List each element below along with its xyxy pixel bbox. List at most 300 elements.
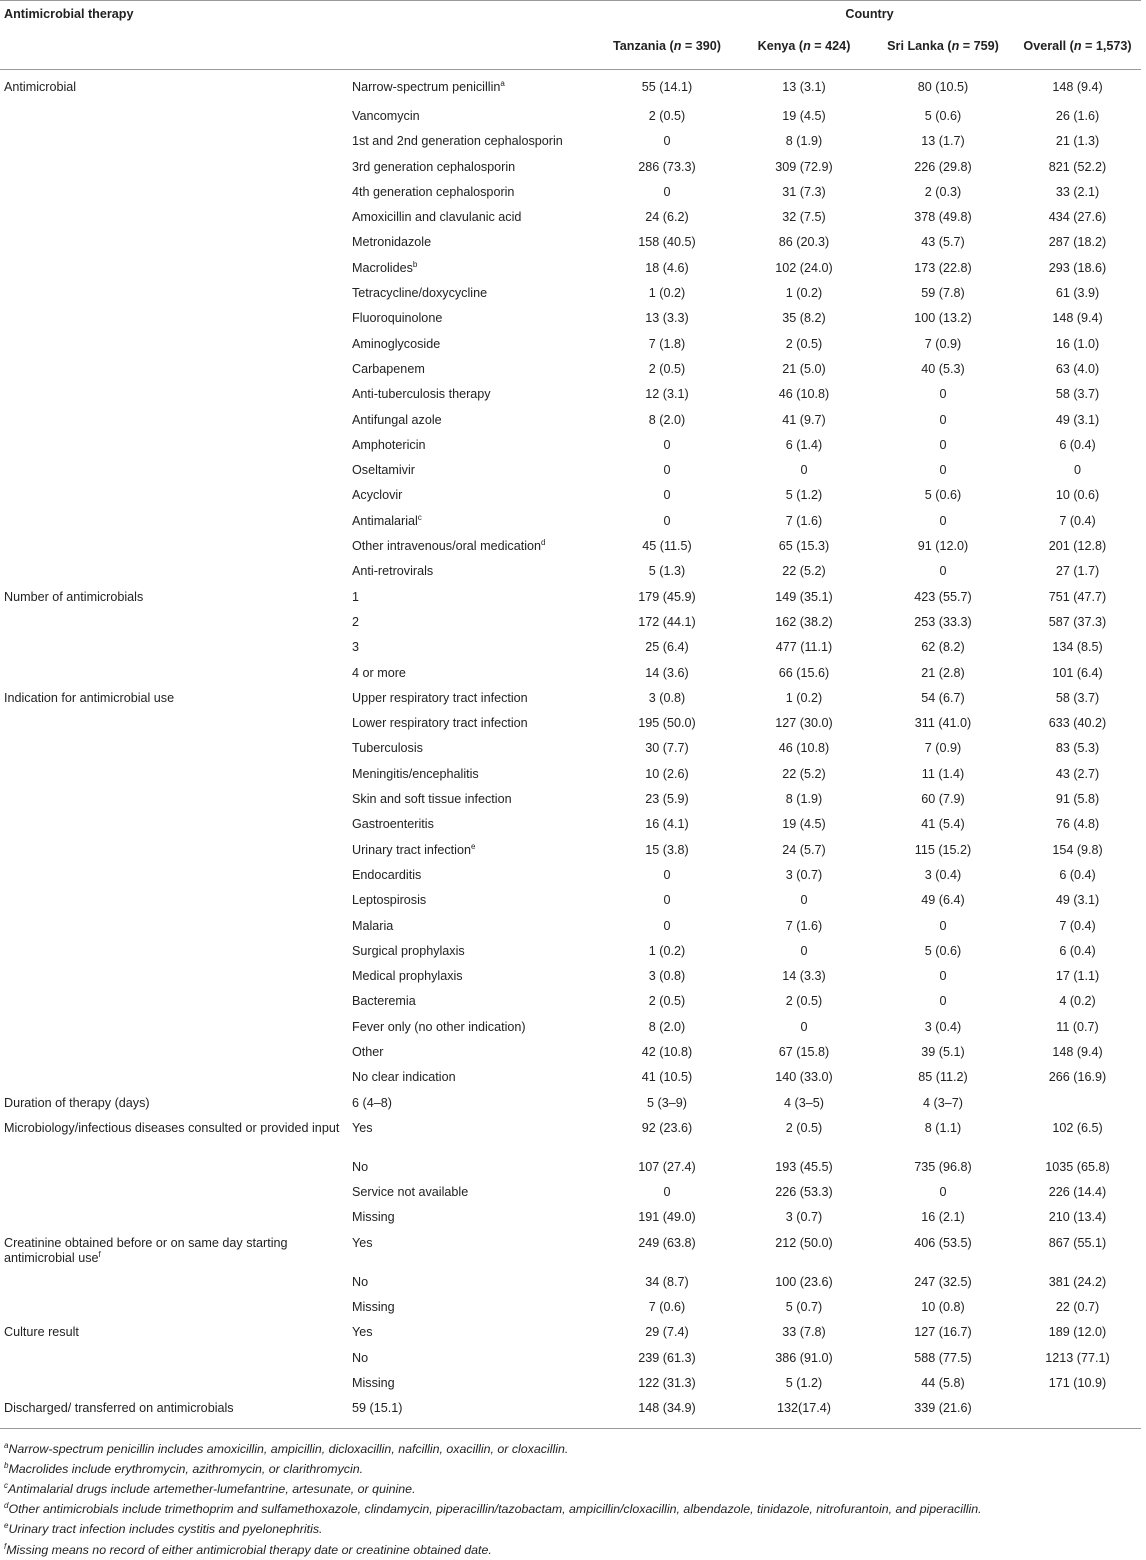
table-cell: 4 (3–5): [784, 1095, 824, 1110]
row-category: [0, 764, 348, 789]
table-cell: 19 (4.5): [782, 109, 826, 123]
table-cell: 5 (1.2): [785, 1375, 823, 1390]
row-label: Yes: [352, 1235, 373, 1250]
row-category: [0, 991, 348, 1016]
row-category: [0, 966, 348, 991]
row-label: 4th generation cephalosporin: [352, 184, 515, 199]
row-category: [0, 511, 348, 536]
row-category: Microbiology/infectious diseases consulted or provided input: [4, 1120, 340, 1135]
table-row: [0, 1373, 1141, 1398]
table-cell: 2 (0.5): [785, 994, 823, 1009]
table-cell: 14 (3.3): [782, 969, 826, 984]
table-cell: 102 (6.5): [1052, 1120, 1103, 1135]
row-category: [0, 157, 348, 182]
table-cell: 0: [663, 463, 671, 478]
table-cell: 6 (0.4): [1059, 943, 1096, 958]
table-cell: 5 (0.6): [924, 943, 962, 958]
row-category: [0, 840, 348, 865]
table-cell: 0: [800, 463, 808, 478]
footnote: $^d$Other antimicrobials include trimethoprim and sulfamethoxazole, clindamycin, piperacillin/tazobactam, ampicillin/cloxacillin, albendazole, tinidazole, nitrofurantoin, and piperacillin.: [4, 1501, 982, 1517]
table-cell: 18 (4.6): [645, 260, 689, 275]
table-cell: 1 (0.2): [648, 286, 686, 301]
row-label: 3rd generation cephalosporin: [352, 159, 516, 174]
table-cell: 4 (0.2): [1059, 994, 1096, 1009]
table-cell: 14 (3.6): [645, 665, 689, 680]
table-row: [0, 688, 1141, 713]
table-cell: 86 (20.3): [778, 235, 830, 250]
table-cell: 100 (23.6): [775, 1274, 833, 1289]
table-cell: 2 (0.5): [785, 336, 823, 351]
row-label: Acyclovir: [352, 488, 403, 503]
table-row: [0, 1348, 1141, 1373]
row-category: [0, 1373, 348, 1398]
table-cell: 0: [663, 1185, 671, 1200]
row-label: Yes: [352, 1325, 373, 1340]
table-cell: 239 (61.3): [638, 1350, 696, 1365]
table-cell: 0: [663, 893, 671, 908]
row-label: Upper respiratory tract infection: [352, 690, 528, 705]
table-cell: 0: [663, 437, 671, 452]
table-cell: 35 (8.2): [782, 311, 826, 326]
table-row: [0, 612, 1141, 637]
table-cell: 127 (30.0): [775, 716, 833, 731]
table-row: [0, 232, 1141, 257]
row-label: Bacteremia: [352, 994, 416, 1009]
table-cell: 7 (1.6): [785, 513, 823, 528]
table-cell: 0: [663, 867, 671, 882]
table-cell: 80 (10.5): [917, 80, 969, 94]
row-category: [0, 131, 348, 156]
table-cell: 33 (2.1): [1055, 184, 1100, 199]
table-row: [0, 207, 1141, 232]
table-cell: 3 (0.4): [924, 867, 962, 882]
table-cell: 195 (50.0): [638, 716, 696, 731]
table-row: [0, 1157, 1141, 1182]
table-cell: 2 (0.5): [785, 1120, 823, 1135]
table-cell: 22 (5.2): [782, 564, 826, 579]
table-cell: 30 (7.7): [645, 741, 689, 756]
table-cell: 0: [939, 1185, 947, 1200]
table-cell: 253 (33.3): [914, 614, 972, 629]
table-row: [0, 764, 1141, 789]
table-cell: 210 (13.4): [1048, 1210, 1107, 1225]
table-cell: 8 (1.1): [924, 1120, 962, 1135]
table-cell: 27 (1.7): [1055, 564, 1100, 579]
table-cell: 21 (5.0): [782, 361, 826, 376]
row-label: Missing: [352, 1375, 395, 1390]
table-cell: 7 (0.4): [1059, 918, 1096, 933]
row-category: [0, 460, 348, 485]
row-category: [0, 207, 348, 232]
table-cell: 5 (0.6): [924, 109, 962, 123]
table-cell: 21 (1.3): [1055, 134, 1100, 149]
row-category: Indication for antimicrobial use: [4, 690, 175, 705]
table-row: [0, 966, 1141, 991]
table-cell: 189 (12.0): [1048, 1325, 1107, 1340]
table-cell: 15 (3.8): [645, 842, 689, 857]
table-cell: 46 (10.8): [778, 387, 830, 402]
table-cell: 76 (4.8): [1055, 817, 1100, 832]
table-row: [0, 410, 1141, 435]
table-row: [0, 663, 1141, 688]
table-cell: 65 (15.3): [778, 539, 830, 554]
table-cell: 247 (32.5): [914, 1274, 972, 1289]
table-cell: 5 (1.2): [785, 488, 823, 503]
table-cell: 0: [663, 184, 671, 199]
table-cell: 1 (0.2): [648, 943, 686, 958]
table-row: [0, 157, 1141, 182]
table-cell: 0: [939, 437, 947, 452]
table-cell: 25 (6.4): [645, 640, 689, 655]
row-label: Malaria: [352, 918, 394, 933]
table-cell: 2 (0.5): [648, 109, 686, 123]
table-cell: 1213 (77.1): [1045, 1350, 1110, 1365]
table-cell: 92 (23.6): [641, 1120, 693, 1135]
table-cell: 43 (5.7): [921, 235, 965, 250]
row-category: [0, 485, 348, 510]
row-category: [0, 1272, 348, 1297]
table-cell: 821 (52.2): [1048, 159, 1107, 174]
table-row: [0, 460, 1141, 485]
table-cell: 588 (77.5): [914, 1350, 972, 1365]
table-cell: 0: [663, 134, 671, 149]
table-cell: 226 (14.4): [1048, 1185, 1107, 1200]
table-cell: 41 (9.7): [782, 412, 826, 427]
table-row: [0, 182, 1141, 207]
table-cell: 477 (11.1): [775, 640, 833, 655]
row-label: Missing: [352, 1300, 395, 1315]
row-category: [0, 182, 348, 207]
table-cell: [1014, 1093, 1141, 1118]
header-col-sri-lanka: Sri Lanka (n = 759): [887, 39, 999, 53]
table-cell: 55 (14.1): [641, 80, 693, 94]
table-cell: 122 (31.3): [638, 1375, 696, 1390]
table-cell: 249 (63.8): [638, 1235, 696, 1250]
table-cell: 39 (5.1): [921, 1044, 965, 1059]
table-cell: 0: [800, 893, 808, 908]
table-row: [0, 131, 1141, 156]
header-col-kenya: Kenya (n = 424): [757, 39, 851, 53]
table-cell: 11 (1.4): [921, 766, 965, 781]
header-col-tanzania: Tanzania (n = 390): [613, 39, 721, 53]
table-cell: 0: [800, 1019, 808, 1034]
table-cell: 735 (96.8): [914, 1159, 972, 1174]
row-label: Endocarditis: [352, 867, 422, 882]
table-row: [0, 359, 1141, 384]
table-cell: 8 (2.0): [648, 412, 686, 427]
table-cell: 3 (0.4): [924, 1019, 962, 1034]
row-category: [0, 435, 348, 460]
table-cell: 31 (7.3): [782, 184, 826, 199]
table-cell: 5 (3–9): [647, 1095, 687, 1110]
table-cell: 7 (0.6): [648, 1300, 686, 1315]
table-cell: 17 (1.1): [1055, 969, 1100, 984]
table-cell: 85 (11.2): [918, 1070, 968, 1085]
table-cell: 5 (0.6): [924, 488, 962, 503]
row-category: [0, 1017, 348, 1042]
table-cell: 21 (2.8): [921, 665, 965, 680]
header-col-overall: Overall (n = 1,573): [1023, 39, 1132, 53]
row-label: Fever only (no other indication): [352, 1019, 526, 1034]
row-label: Metronidazole: [352, 235, 432, 250]
table-cell: 423 (55.7): [914, 589, 972, 604]
table-cell: 44 (5.8): [921, 1375, 965, 1390]
table-cell: 134 (8.5): [1052, 640, 1103, 655]
row-label: No clear indication: [352, 1070, 456, 1085]
row-category: [0, 713, 348, 738]
table-row: [0, 511, 1141, 536]
row-category: [0, 359, 348, 384]
table-row: [0, 713, 1141, 738]
row-label: Narrow-spectrum penicillin$^a$: [352, 78, 505, 94]
table-cell: 226 (29.8): [914, 159, 972, 174]
table-cell: 16 (2.1): [921, 1210, 965, 1225]
row-label: 1st and 2nd generation cephalosporin: [352, 134, 563, 149]
row-label: 59 (15.1): [348, 1398, 598, 1428]
table-cell: 61 (3.9): [1055, 286, 1100, 301]
table-cell: 83 (5.3): [1055, 741, 1100, 756]
table-cell: 46 (10.8): [778, 741, 830, 756]
table-row: [0, 1042, 1141, 1067]
table-cell: 149 (35.1): [775, 589, 833, 604]
table-cell: 41 (10.5): [641, 1070, 693, 1085]
row-label: Surgical prophylaxis: [352, 943, 465, 958]
table-cell: 127 (16.7): [914, 1325, 972, 1340]
table-cell: 0: [939, 387, 947, 402]
table-cell: 10 (0.6): [1055, 488, 1100, 503]
row-category: [0, 916, 348, 941]
table-row: [0, 384, 1141, 409]
table-cell: 7 (0.4): [1059, 513, 1096, 528]
table-cell: 8 (2.0): [648, 1019, 686, 1034]
table-cell: 311 (41.0): [914, 716, 972, 731]
table-cell: [1014, 1398, 1141, 1428]
row-category: Culture result: [4, 1325, 79, 1340]
table-cell: 107 (27.4): [638, 1159, 696, 1174]
table-row: [0, 485, 1141, 510]
table-cell: 171 (10.9): [1048, 1375, 1107, 1390]
table-cell: 140 (33.0): [775, 1070, 833, 1085]
table-cell: 91 (12.0): [917, 539, 969, 554]
table-cell: 12 (3.1): [645, 387, 689, 402]
table-cell: 24 (5.7): [782, 842, 826, 857]
table-cell: 132(17.4): [736, 1398, 872, 1428]
table-cell: 173 (22.8): [914, 260, 972, 275]
table-cell: 148 (9.4): [1052, 311, 1103, 326]
row-label: 2: [352, 614, 360, 629]
table-cell: 293 (18.6): [1048, 260, 1107, 275]
table-cell: 115 (15.2): [914, 842, 972, 857]
table-cell: 0: [663, 488, 671, 503]
row-label: Other intravenous/oral medication$^d$: [352, 537, 546, 554]
table-cell: 2 (0.5): [648, 361, 686, 376]
row-category: [0, 814, 348, 839]
table-cell: 191 (49.0): [638, 1210, 696, 1225]
table-row: [0, 1067, 1141, 1092]
row-label: Amphotericin: [352, 437, 426, 452]
table-cell: 0: [939, 463, 947, 478]
row-category: [0, 258, 348, 283]
table-cell: 22 (5.2): [782, 766, 826, 781]
table-cell: 201 (12.8): [1048, 539, 1107, 554]
row-label: Vancomycin: [352, 109, 420, 123]
footnote: $^e$Urinary tract infection includes cystitis and pyelonephritis.: [4, 1521, 323, 1537]
row-label: Aminoglycoside: [352, 336, 441, 351]
row-label: Macrolides$^b$: [352, 259, 418, 275]
row-label: 1: [352, 589, 360, 604]
table-cell: 5 (0.7): [785, 1300, 823, 1315]
row-category: [0, 612, 348, 637]
footnote: $^c$Antimalarial drugs include artemether-lumefantrine, artesunate, or quinine.: [4, 1480, 416, 1496]
row-label: Medical prophylaxis: [352, 969, 463, 984]
table-row: [0, 865, 1141, 890]
table-row: [0, 334, 1141, 359]
row-label: 4 or more: [352, 665, 406, 680]
row-category: Number of antimicrobials: [4, 589, 144, 604]
table-row: [0, 991, 1141, 1016]
table-row: [0, 1233, 1141, 1272]
table-cell: 148 (9.4): [1052, 80, 1103, 94]
row-category: [0, 308, 348, 333]
table-cell: 100 (13.2): [914, 311, 972, 326]
table-cell: 5 (1.3): [648, 564, 686, 579]
footnote: $^b$Macrolides include erythromycin, azithromycin, or clarithromycin.: [4, 1460, 364, 1476]
row-label: No: [352, 1350, 369, 1365]
row-category: [0, 738, 348, 763]
table-row: [0, 637, 1141, 662]
table-cell: 286 (73.3): [638, 159, 696, 174]
table-cell: 587 (37.3): [1048, 614, 1107, 629]
table-row: [0, 1398, 1141, 1428]
table-cell: 6 (0.4): [1059, 437, 1096, 452]
table-cell: 7 (1.8): [648, 336, 686, 351]
table-row: [0, 1093, 1141, 1118]
table-row: [0, 814, 1141, 839]
table-cell: 22 (0.7): [1055, 1300, 1100, 1315]
row-category: [0, 1207, 348, 1232]
table-cell: 0: [939, 412, 947, 427]
row-category: [0, 1297, 348, 1322]
table-cell: 67 (15.8): [778, 1044, 830, 1059]
table-cell: 7 (1.6): [785, 918, 823, 933]
table-cell: 3 (0.7): [785, 1210, 823, 1225]
table-row: [0, 258, 1141, 283]
table-cell: 4 (3–7): [923, 1095, 963, 1110]
table-row: [0, 70, 1141, 107]
row-label: Antimalarial$^c$: [352, 512, 422, 528]
table-cell: 193 (45.5): [775, 1159, 833, 1174]
row-category: Antimicrobial: [4, 80, 77, 94]
table-cell: 309 (72.9): [775, 159, 833, 174]
table-cell: 63 (4.0): [1055, 361, 1100, 376]
table-cell: 10 (0.8): [921, 1300, 965, 1315]
table-cell: 32 (7.5): [782, 210, 826, 225]
table-row: [0, 1118, 1141, 1157]
row-label: No: [352, 1159, 369, 1174]
table-cell: 158 (40.5): [638, 235, 696, 250]
table-cell: 16 (4.1): [645, 817, 689, 832]
row-label: Leptospirosis: [352, 893, 427, 908]
row-label: Urinary tract infection$^e$: [352, 841, 476, 857]
row-category: [0, 334, 348, 359]
header-antimicrobial-therapy: Antimicrobial therapy: [0, 1, 348, 40]
table-cell: 43 (2.7): [1055, 766, 1100, 781]
table-row: [0, 1297, 1141, 1322]
table-cell: 0: [939, 513, 947, 528]
header-row-2: [0, 39, 1141, 70]
row-category: [0, 1067, 348, 1092]
table-cell: 434 (27.6): [1048, 210, 1107, 225]
table-cell: 3 (0.8): [648, 690, 686, 705]
table-cell: 154 (9.8): [1052, 842, 1103, 857]
table-cell: 148 (34.9): [598, 1398, 736, 1428]
table-cell: 633 (40.2): [1048, 716, 1107, 731]
footnote: $^a$Narrow-spectrum penicillin includes amoxicillin, ampicillin, dicloxacillin, nafcillin, oxacillin, or cloxacillin.: [4, 1440, 569, 1456]
table-cell: 24 (6.2): [645, 210, 689, 225]
row-label: Other: [352, 1044, 384, 1059]
table-cell: 33 (7.8): [782, 1325, 826, 1340]
row-label: Tuberculosis: [352, 741, 423, 756]
table-cell: 1 (0.2): [785, 286, 823, 301]
table-cell: 91 (5.8): [1055, 792, 1100, 807]
table-cell: 6 (1.4): [785, 437, 823, 452]
table-cell: 45 (11.5): [642, 539, 692, 554]
table-cell: 378 (49.8): [914, 210, 972, 225]
row-label: Anti-tuberculosis therapy: [352, 387, 491, 402]
footnotes: [0, 1439, 1146, 1560]
table-cell: 162 (38.2): [775, 614, 833, 629]
table-cell: 54 (6.7): [921, 690, 965, 705]
table-cell: 29 (7.4): [645, 1325, 689, 1340]
table-cell: 2 (0.3): [924, 184, 962, 199]
table-cell: 0: [1074, 463, 1082, 478]
table-row: [0, 561, 1141, 586]
table-cell: 381 (24.2): [1048, 1274, 1107, 1289]
table-cell: 0: [800, 943, 808, 958]
table-cell: 13 (3.3): [645, 311, 689, 326]
row-category: [0, 890, 348, 915]
table-cell: 386 (91.0): [775, 1350, 833, 1365]
row-label: Meningitis/encephalitis: [352, 766, 479, 781]
row-category: Duration of therapy (days): [4, 1095, 150, 1110]
table-cell: 6 (0.4): [1059, 867, 1096, 882]
table-row: [0, 1017, 1141, 1042]
row-category: Creatinine obtained before or on same day starting antimicrobial use$^f$: [4, 1235, 288, 1265]
row-category: [0, 1182, 348, 1207]
table-cell: 0: [663, 513, 671, 528]
row-category: [0, 1348, 348, 1373]
row-label: Yes: [352, 1120, 373, 1135]
table-row: [0, 435, 1141, 460]
row-label: Lower respiratory tract infection: [352, 716, 528, 731]
table-cell: 0: [939, 994, 947, 1009]
table-cell: 751 (47.7): [1048, 589, 1107, 604]
row-category: [0, 384, 348, 409]
table-cell: 66 (15.6): [778, 665, 830, 680]
row-category: [0, 106, 348, 131]
row-category: [0, 637, 348, 662]
row-category: [0, 663, 348, 688]
row-label: Tetracycline/doxycycline: [352, 286, 488, 301]
table-cell: 13 (3.1): [782, 80, 826, 94]
row-label: Carbapenem: [352, 361, 425, 376]
table-cell: 13 (1.7): [921, 134, 965, 149]
row-category: [0, 561, 348, 586]
row-category: [0, 1042, 348, 1067]
row-label: Antifungal azole: [352, 412, 442, 427]
table-cell: 62 (8.2): [921, 640, 965, 655]
table-cell: 148 (9.4): [1052, 1044, 1103, 1059]
